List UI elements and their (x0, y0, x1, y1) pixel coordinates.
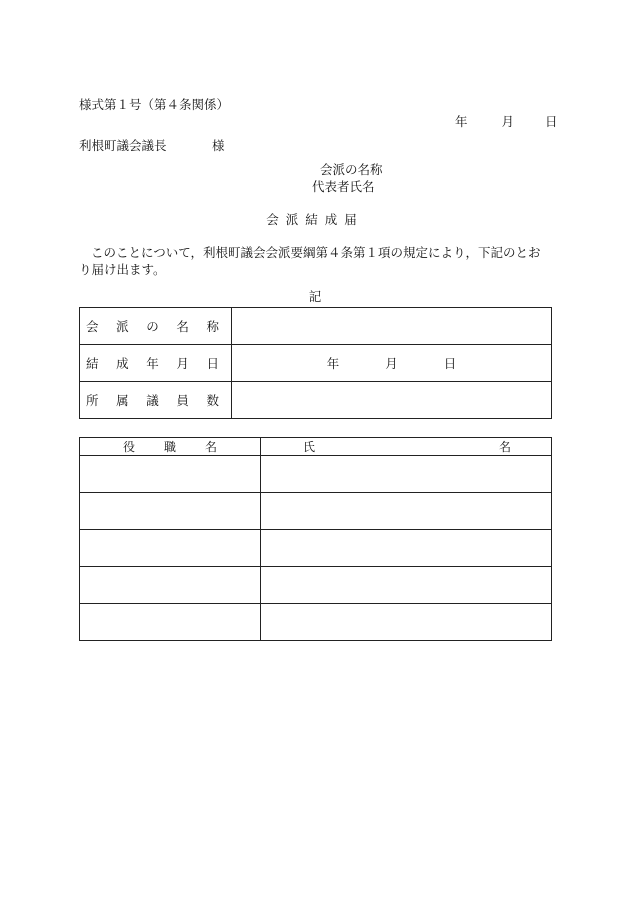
day-label: 日 (545, 114, 558, 129)
role-cell[interactable] (80, 530, 261, 567)
day-label: 日 (443, 356, 457, 371)
member-count-cell-label (80, 382, 232, 419)
honorific: 様 (212, 138, 225, 153)
label-char: 結 (86, 356, 99, 371)
header-char: 名 (498, 440, 511, 454)
role-cell[interactable] (80, 493, 261, 530)
label-char: 派 (116, 319, 129, 334)
label-char: 会 (86, 319, 99, 334)
table-row (80, 604, 552, 641)
label-char: 称 (206, 319, 219, 334)
role-header (80, 438, 261, 456)
document-title: 会派結成届 (266, 212, 364, 227)
header-char: 職 (163, 440, 176, 454)
label-char: 日 (206, 356, 219, 371)
label-char: 属 (116, 393, 129, 408)
name-cell[interactable] (261, 493, 552, 530)
form-number: 様式第１号（第４条関係） (79, 97, 230, 112)
faction-name-label: 会派の名称 (320, 162, 383, 177)
member-count-value[interactable] (232, 382, 552, 419)
table-row (80, 382, 552, 419)
faction-name-cell-label (80, 308, 232, 345)
label-char: 名 (176, 319, 189, 334)
label-char: 員 (176, 393, 189, 408)
table-row (80, 530, 552, 567)
table-header-row (80, 438, 552, 456)
ki-heading: 記 (308, 289, 322, 304)
formation-date-cell-label (80, 345, 232, 382)
table-row (80, 493, 552, 530)
month-label: 月 (385, 356, 398, 371)
header-char: 名 (204, 440, 217, 454)
label-char: 年 (146, 356, 159, 371)
table-row (80, 456, 552, 493)
body-text: このことについて，利根町議会会派要綱第４条第１項の規定により，下記のとおり届け出ます。 (79, 245, 541, 277)
label-char: 月 (176, 356, 189, 371)
info-table (79, 307, 552, 419)
label-char: 所 (86, 393, 99, 408)
representative-label: 代表者氏名 (312, 179, 375, 194)
role-cell[interactable] (80, 604, 261, 641)
month-label: 月 (501, 114, 515, 129)
label-char: 議 (146, 393, 159, 408)
role-cell[interactable] (80, 567, 261, 604)
header-char: 役 (123, 440, 136, 454)
name-cell[interactable] (261, 604, 552, 641)
addressee: 利根町議会議長 (79, 138, 167, 153)
label-char: 成 (116, 356, 129, 371)
year-label: 年 (455, 114, 468, 129)
table-row (80, 345, 552, 382)
faction-name-value[interactable] (232, 308, 552, 345)
officer-table (79, 437, 552, 641)
name-cell[interactable] (261, 530, 552, 567)
name-cell[interactable] (261, 567, 552, 604)
label-char: の (146, 319, 159, 334)
year-label: 年 (326, 356, 340, 371)
formation-date-value[interactable] (232, 345, 552, 382)
submission-date (455, 112, 558, 130)
name-cell[interactable] (261, 456, 552, 493)
role-cell[interactable] (80, 456, 261, 493)
name-header (261, 438, 552, 456)
table-row (80, 567, 552, 604)
label-char: 数 (206, 393, 219, 408)
table-row (80, 308, 552, 345)
header-char: 氏 (303, 440, 316, 454)
